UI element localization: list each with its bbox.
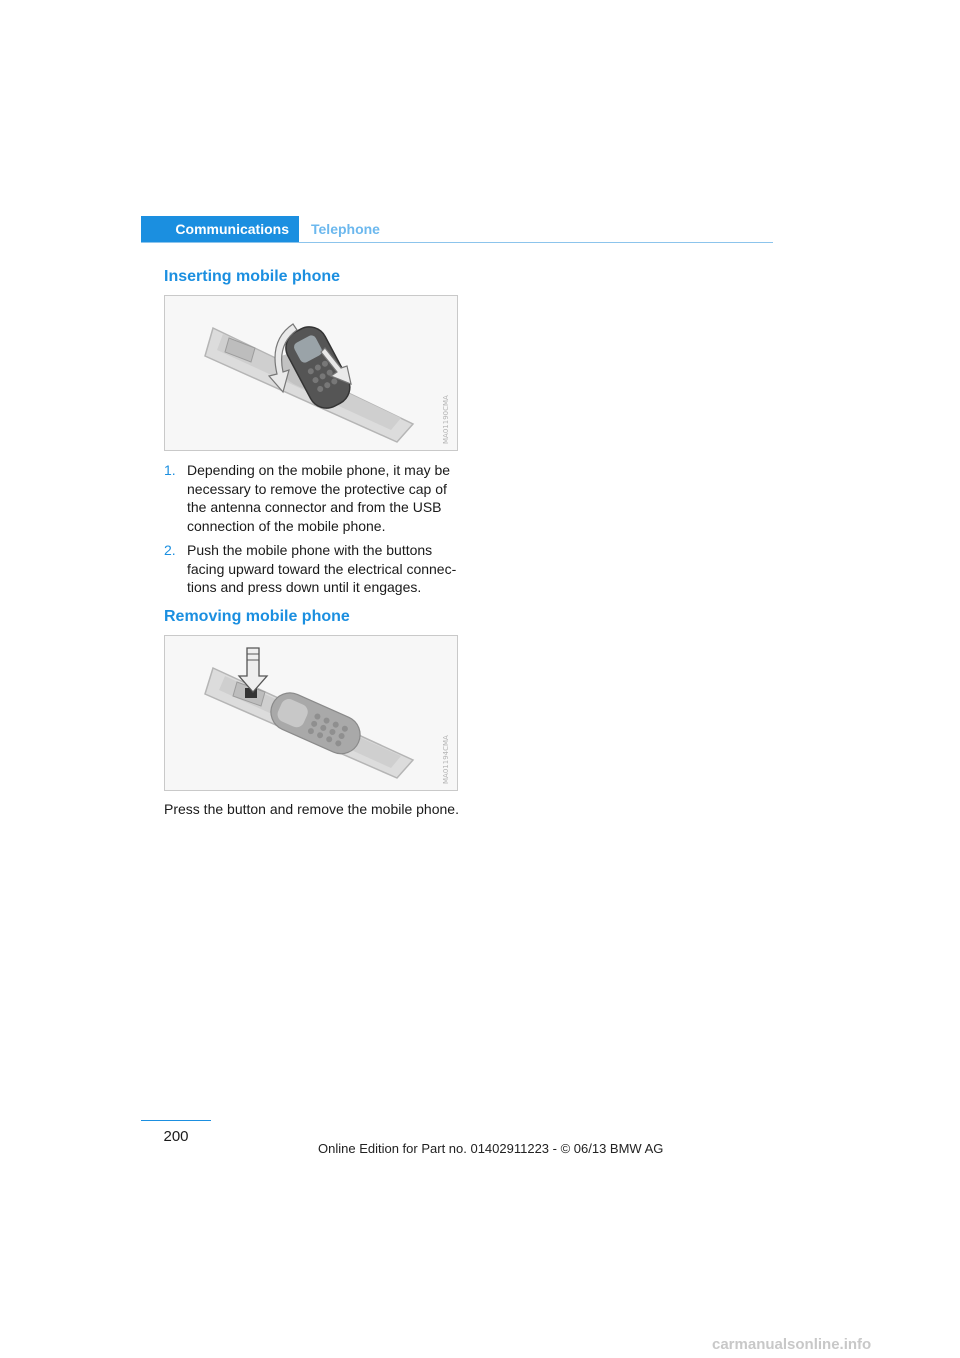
step-text: Push the mobile phone with the buttons facing upward toward the electrical connec- tions and press down until it engages. [187,542,457,595]
section-tab: Communications [141,216,299,243]
page-number: 200 [163,1128,189,1145]
footer-divider [141,1120,211,1121]
inserting-heading: Inserting mobile phone [164,268,341,285]
removing-instructions: Press the button and remove the mobile phone. [164,801,459,817]
figure-code: MA01190CMA [442,395,450,444]
removing-heading: Removing mobile phone [164,608,350,625]
list-item [164,461,464,535]
step-text: Depending on the mobile phone, it may be necessary to remove the protective cap of the antenna connector and from the USB connection of the mobile phone. [187,462,451,534]
step-number: 1. [164,462,176,478]
edition-notice: Online Edition for Part no. 01402911223 - © 06/13 BMW AG [318,1141,664,1156]
inserting-steps [164,461,464,603]
watermark: carmanualsonline.info [712,1336,872,1353]
step-number: 2. [164,542,176,558]
subsection-tab: Telephone [311,221,380,237]
removing-phone-illustration [164,635,458,791]
list-item [164,541,464,597]
header-divider [141,242,773,243]
figure-code: MA01194CMA [442,735,450,784]
inserting-phone-illustration [164,295,458,451]
